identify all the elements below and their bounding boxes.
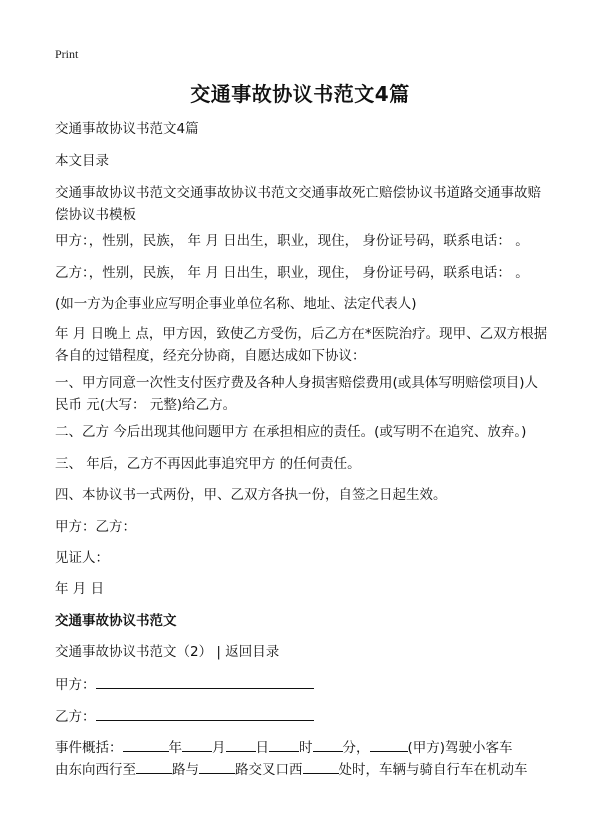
section-heading: 交通事故协议书范文 <box>55 613 177 629</box>
print-label: Print <box>55 47 79 61</box>
event-route-text: 由东向西行至 <box>55 762 136 778</box>
field-party-a <box>55 674 550 696</box>
event-vehicle-text: (甲方)驾驶小客车 <box>407 740 513 756</box>
event-hour-unit: 时 <box>299 740 313 756</box>
blank-road-2 <box>199 759 235 774</box>
paragraph-clause-1: 一、甲方同意一次性支付医疗费及各种人身损害赔偿费用(或具体写明赔偿项目)人民币 元(大写： 元整)给乙方。 <box>55 375 539 413</box>
blank-party <box>370 737 408 752</box>
event-month-unit: 月 <box>212 740 226 756</box>
field-party-a-blank <box>96 674 314 689</box>
event-day-unit: 日 <box>255 740 269 756</box>
blank-month <box>182 737 212 752</box>
document-title: 交通事故协议书范文4篇 <box>190 82 410 106</box>
event-summary-label: 事件概括： <box>55 740 123 756</box>
paragraph-date: 年 月 日 <box>55 581 105 597</box>
paragraph-clause-3: 三、 年后，乙方不再因此事追究甲方 的任何责任。 <box>55 456 361 472</box>
field-party-a-label: 甲方： <box>55 677 96 693</box>
blank-minute <box>313 737 343 752</box>
paragraph-toc-list: 交通事故协议书范文交通事故协议书范文交通事故死亡赔偿协议书道路交通事故赔偿协议书模板 <box>55 185 541 223</box>
blank-year <box>123 737 169 752</box>
event-collision-text: 处时，车辆与骑自行车在机动车 <box>338 762 528 778</box>
blank-hour <box>269 737 299 752</box>
paragraph-clause-2: 二、乙方 今后出现其他问题甲方 在承担相应的责任。(或写明不在追究、放弃。) <box>55 424 527 440</box>
blank-distance <box>303 759 339 774</box>
paragraph-note: (如一方为企事业应写明企事业单位名称、地址、法定代表人) <box>55 296 417 312</box>
paragraph-section-2-title: 交通事故协议书范文（2） | 返回目录 <box>55 644 280 660</box>
field-party-b-blank <box>96 706 314 721</box>
event-year-unit: 年 <box>168 740 182 756</box>
field-party-b-label: 乙方： <box>55 709 96 725</box>
paragraph-witness: 见证人： <box>55 550 109 566</box>
paragraph-event-summary <box>55 737 550 759</box>
paragraph-party-a: 甲方：，性别，民族， 年 月 日出生，职业，现住， 身份证号码，联系电话： 。 <box>55 233 529 249</box>
event-road-2-unit: 路交叉口西 <box>235 762 303 778</box>
blank-day <box>226 737 256 752</box>
event-minute-unit: 分， <box>342 740 370 756</box>
paragraph-clause-4: 四、本协议书一式两份，甲、乙双方各执一份，自签之日起生效。 <box>55 487 447 503</box>
paragraph-subtitle: 交通事故协议书范文4篇 <box>55 121 199 137</box>
paragraph-party-b: 乙方：，性别，民族， 年 月 日出生，职业，现住， 身份证号码，联系电话： 。 <box>55 265 529 281</box>
paragraph-incident: 年 月 日晚上 点，甲方因，致使乙方受伤，后乙方在*医院治疗。现甲、乙双方根据各自的过错程度，经充分协商，自愿达成如下协议： <box>55 326 548 364</box>
event-road-1-unit: 路与 <box>172 762 199 778</box>
paragraph-event-location <box>55 759 550 781</box>
field-party-b <box>55 706 550 728</box>
paragraph-toc-heading: 本文目录 <box>55 153 109 169</box>
paragraph-signatures: 甲方：乙方： <box>55 519 136 535</box>
blank-road-1 <box>136 759 172 774</box>
